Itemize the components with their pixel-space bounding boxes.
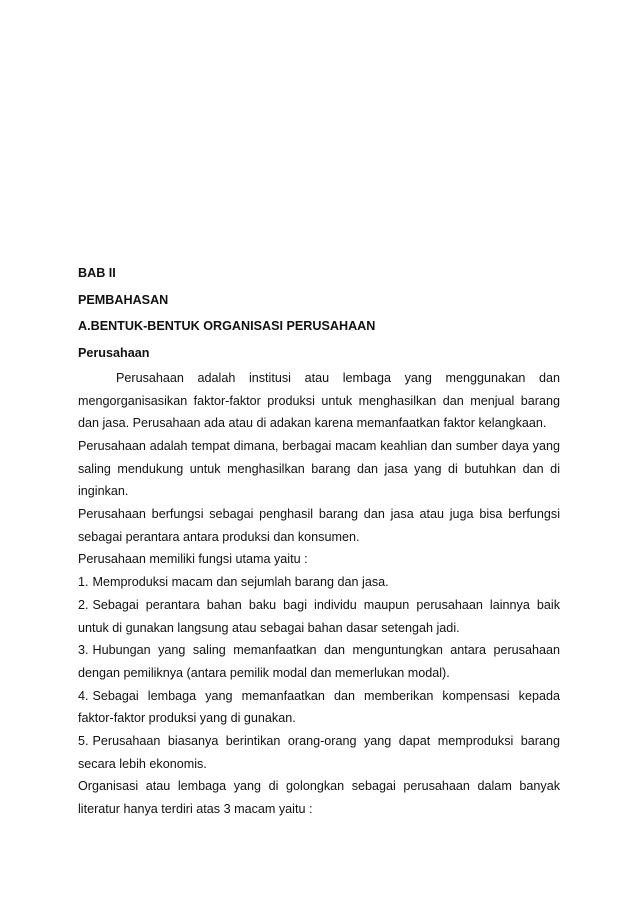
paragraph-main-functions-intro: Perusahaan memiliki fungsi utama yaitu : (78, 552, 308, 567)
section-heading: PEMBAHASAN (78, 292, 169, 307)
list-item (78, 594, 560, 639)
list-number: 2. (78, 597, 89, 612)
list-number: 5. (78, 734, 89, 749)
paragraph-function: Perusahaan berfungsi sebagai penghasil barang dan jasa atau juga bisa berfungsi sebagai perantara antara produksi dan konsumen. (78, 507, 560, 544)
document-page (78, 262, 560, 821)
list-text: Hubungan yang saling memanfaatkan dan menguntungkan antara perusahaan dengan pemiliknya (antara pemilik modal dan memerlukan modal). (78, 643, 560, 680)
list-item (78, 639, 560, 684)
chapter-heading: BAB II (78, 266, 116, 280)
list-text: Sebagai perantara bahan baku bagi individu maupun perusahaan lainnya baik untuk di gunakan langsung atau sebagai bahan dasar setengah jadi. (78, 597, 560, 635)
topic-heading: Perusahaan (78, 346, 150, 361)
list-item (78, 571, 560, 594)
paragraph-closing: Organisasi atau lembaga yang di golongkan sebagai perusahaan dalam banyak literatur hanya terdiri atas 3 macam yaitu : (78, 779, 560, 817)
list-text: Perusahaan biasanya berintikan orang-orang yang dapat memproduksi barang secara lebih ekonomis. (78, 734, 560, 771)
functions-list (78, 571, 560, 775)
list-text: Memproduksi macam dan sejumlah barang dan jasa. (92, 575, 389, 590)
list-number: 1. (78, 575, 89, 590)
paragraph-definition: Perusahaan adalah institusi atau lembaga yang menggunakan dan mengorganisasikan faktor-faktor produksi untuk menghasilkan dan menjual barang dan jasa. Perusahaan ada atau di adakan karena memanfaatkan faktor kelangkaan. (78, 370, 560, 431)
list-number: 3. (78, 643, 89, 658)
list-item (78, 730, 560, 775)
list-item (78, 685, 560, 730)
subsection-heading: A.BENTUK-BENTUK ORGANISASI PERUSAHAAN (78, 319, 376, 334)
list-number: 4. (78, 688, 89, 703)
paragraph-place: Perusahaan adalah tempat dimana, berbagai macam keahlian dan sumber daya yang saling mendukung untuk menghasilkan barang dan jasa yang di butuhkan dan di inginkan. (78, 438, 560, 499)
list-text: Sebagai lembaga yang memanfaatkan dan memberikan kompensasi kepada faktor-faktor produksi yang di gunakan. (78, 688, 560, 726)
